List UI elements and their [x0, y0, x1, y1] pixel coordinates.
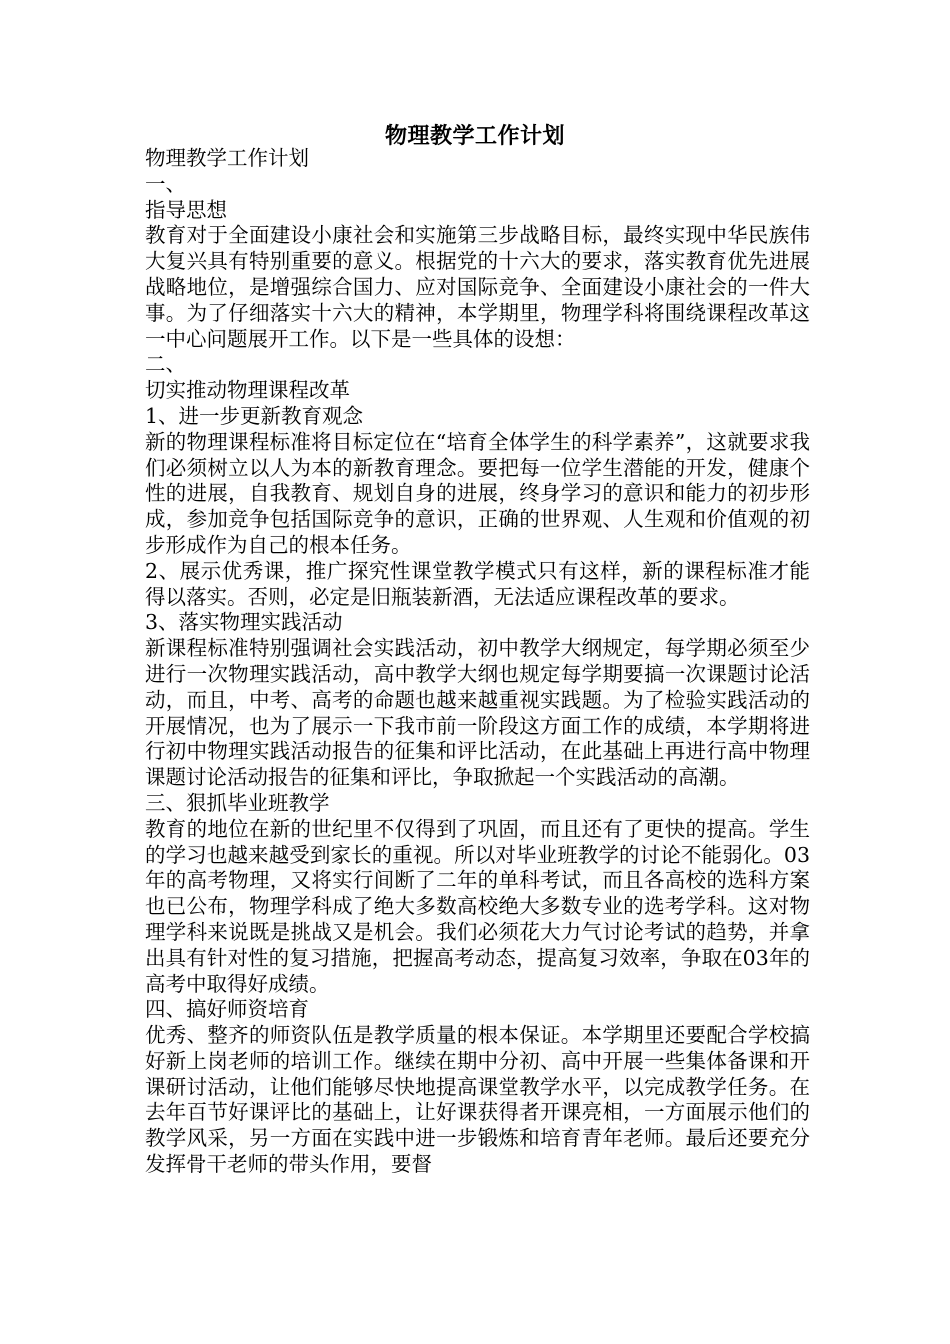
section-heading: 切实推动物理课程改革 [145, 378, 350, 403]
subsection-heading: 3、落实物理实践活动 [145, 610, 343, 635]
section-heading: 指导思想 [145, 197, 227, 222]
paragraph: 新课程标准特别强调社会实践活动，初中教学大纲规定，每学期必须至少进行一次物理实践活动，高中教学大纲也规定每学期要搞一次课题讨论活动，而且，中考、高考的命题也越来越重视实践题。为了检验实践活动的开展情况，也为了展示一下我市前一阶段这方面工作的成绩，本学期将进行初中物理实践活动报告的征集和评比活动，在此基础上再进行高中物理课题讨论活动报告的征集和评比，争取掀起一个实践活动的高潮。 [145, 636, 810, 790]
document-title: 物理教学工作计划 [384, 124, 565, 149]
paragraph: 优秀、整齐的师资队伍是教学质量的根本保证。本学期里还要配合学校搞好新上岗老师的培训工作。继续在期中分初、高中开展一些集体备课和开课研讨活动，让他们能够尽快地提高课堂教学水平，以完成教学任务。在去年百节好课评比的基础上，让好课获得者开课亮相，一方面展示他们的教学风采，另一方面在实践中进一步锻炼和培育青年老师。最后还要充分发挥骨干老师的带头作用，要督 [145, 1023, 810, 1177]
section-heading: 三、狠抓毕业班教学 [145, 790, 330, 815]
section-number: 二、 [145, 352, 186, 377]
subsection-heading: 1、进一步更新教育观念 [145, 403, 364, 428]
section-number: 一、 [145, 171, 186, 196]
paragraph: 教育对于全面建设小康社会和实施第三步战略目标，最终实现中华民族伟大复兴具有特别重要的意义。根据党的十六大的要求，落实教育优先进展战略地位，是增强综合国力、应对国际竞争、全面建设小康社会的一件大事。为了仔细落实十六大的精神，本学期里，物理学科将围绕课程改革这一中心问题展开工作。以下是一些具体的设想： [145, 223, 810, 351]
paragraph-heading: 物理教学工作计划 [145, 146, 309, 170]
paragraph: 教育的地位在新的世纪里不仅得到了巩固，而且还有了更快的提高。学生的学习也越来越受到家长的重视。所以对毕业班教学的讨论不能弱化。03年的高考物理，又将实行间断了二年的单科考试，而且各高校的选科方案也已公布，物理学科成了绝大多数高校绝大多数专业的选考学科。这对物理学科来说既是挑战又是机会。我们必须花大力气讨论考试的趋势，并拿出具有针对性的复习措施，把握高考动态，提高复习效率，争取在03年的高考中取得好成绩。 [145, 816, 810, 996]
paragraph: 新的物理课程标准将目标定位在“培育全体学生的科学素养”，这就要求我们必须树立以人为本的新教育理念。要把每一位学生潜能的开发，健康个性的进展，自我教育、规划自身的进展，终身学习的意识和能力的初步形成，参加竞争包括国际竞争的意识，正确的世界观、人生观和价值观的初步形成作为自己的根本任务。 [145, 429, 810, 557]
section-heading: 四、搞好师资培育 [145, 997, 309, 1022]
paragraph: 2、展示优秀课，推广探究性课堂教学模式只有这样，新的课程标准才能得以落实。否则，必定是旧瓶装新酒，无法适应课程改革的要求。 [145, 558, 810, 609]
document-body [145, 146, 810, 1178]
